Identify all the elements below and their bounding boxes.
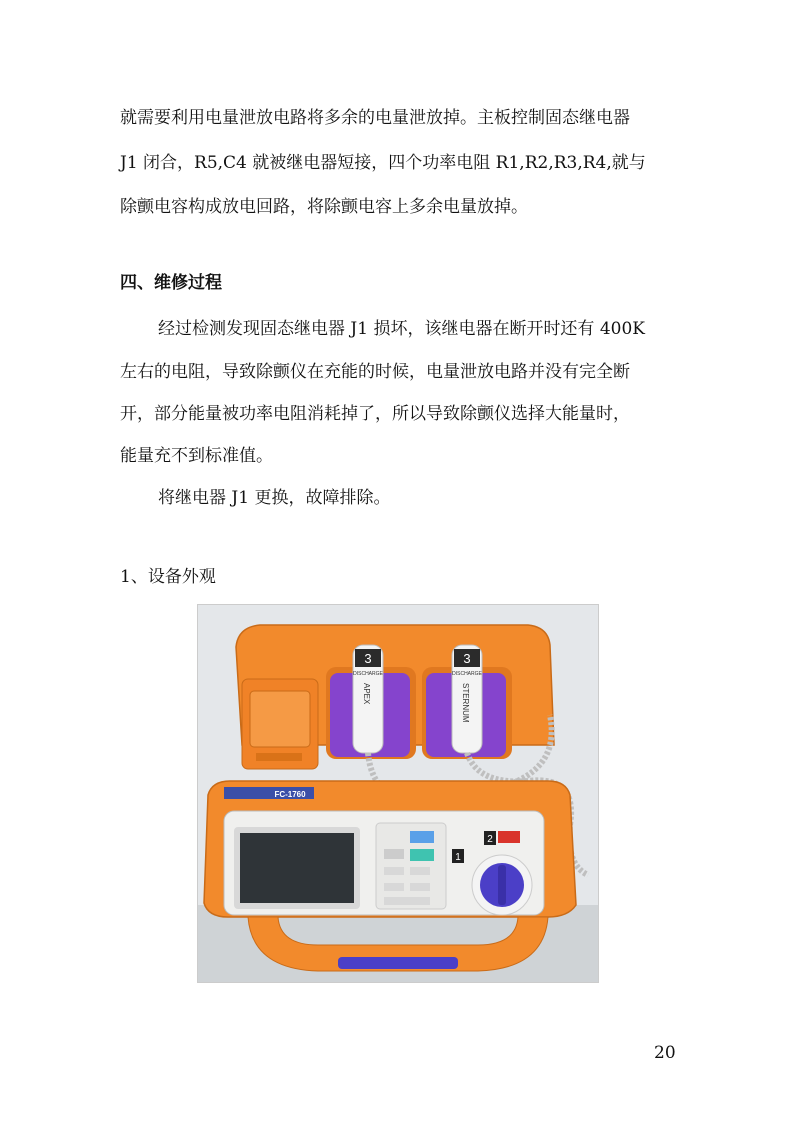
paddle-right-name: STERNUM xyxy=(461,683,470,723)
paddle-left-tag: DISCHARGE xyxy=(353,671,383,677)
page-number: 20 xyxy=(654,1043,676,1063)
step-2-label: 2 xyxy=(487,834,493,845)
text-line: 将继电器 J1 更换，故障排除。 xyxy=(158,488,391,508)
text-line: 就需要利用电量泄放电路将多余的电量泄放掉。主板控制固态继电器 xyxy=(120,108,630,128)
step-1-label: 1 xyxy=(455,852,461,863)
device-photo xyxy=(197,604,599,983)
paddle-left-number: 3 xyxy=(364,651,372,666)
text-line: 左右的电阻，导致除颤仪在充能的时候，电量泄放电路并没有完全断 xyxy=(120,362,630,382)
text-line: 经过检测发现固态继电器 J1 损坏，该继电器在断开时还有 400K xyxy=(158,319,645,339)
paddle-right-tag: DISCHARGE xyxy=(452,671,482,677)
section-heading: 四、维修过程 xyxy=(120,273,222,293)
text-line: 能量充不到标准值。 xyxy=(120,446,273,466)
text-line: 除颤电容构成放电回路，将除颤电容上多余电量放掉。 xyxy=(120,197,528,217)
figure-caption: 1、设备外观 xyxy=(120,567,216,587)
defibrillator-illustration xyxy=(198,605,598,982)
paddle-right-number: 3 xyxy=(463,651,471,666)
model-label: FC-1760 xyxy=(274,790,306,799)
paddle-left-name: APEX xyxy=(362,683,371,705)
text-line: J1 闭合，R5,C4 就被继电器短接，四个功率电阻 R1,R2,R3,R4,就与 xyxy=(120,153,646,173)
text-line: 开，部分能量被功率电阻消耗掉了，所以导致除颤仪选择大能量时， xyxy=(120,404,630,424)
